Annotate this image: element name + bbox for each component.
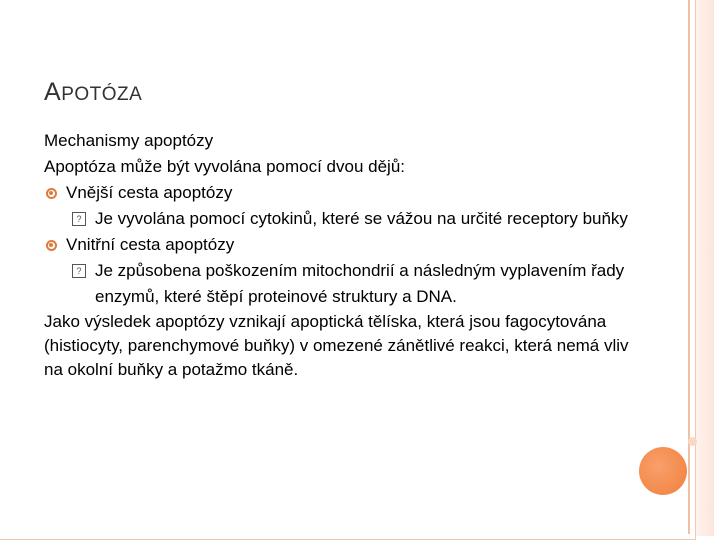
sun-bullet-icon: [44, 232, 58, 258]
sub-bullet-text: Je vyvolána pomocí cytokinů, které se vážou na určité receptory buňky: [95, 209, 628, 228]
content-heading: Mechanismy apoptózy: [44, 131, 214, 150]
bullet-label: Vnější cesta apoptózy: [66, 183, 233, 202]
small-circle-decoration: [688, 437, 697, 446]
sub-bullet-text: Je způsobena poškozením mitochondrií a následným vyplavením řady enzymů, které štěpí proteinové struktury a DNA.: [95, 261, 625, 306]
square-bullet-icon: ?: [72, 264, 86, 278]
large-circle-decoration: [639, 447, 687, 495]
square-bullet-icon: ?: [72, 212, 86, 226]
sun-bullet-icon: [44, 180, 58, 206]
bullet-label: Vnitřní cesta apoptózy: [66, 235, 235, 254]
conclusion-paragraph: Jako výsledek apoptózy vznikají apoptická tělíska, která jsou fagocytována (histiocyty, parenchymové buňky) v omezené zánětlivé reakci, která nemá vliv na okolní buňky a potažmo tkáně.: [44, 312, 629, 379]
bullet-item: [44, 180, 634, 206]
content-intro: Apoptóza může být vyvolána pomocí dvou dějů:: [44, 157, 405, 176]
title-capital: A: [44, 78, 62, 106]
frame-decoration: [696, 0, 714, 536]
bullet-item: [44, 232, 634, 258]
title-rest: POTÓZA: [61, 84, 143, 105]
sub-bullet-item: [44, 206, 634, 232]
slide-title: [44, 78, 142, 107]
sub-bullet-item: [44, 258, 634, 310]
slide-content: [44, 128, 634, 382]
